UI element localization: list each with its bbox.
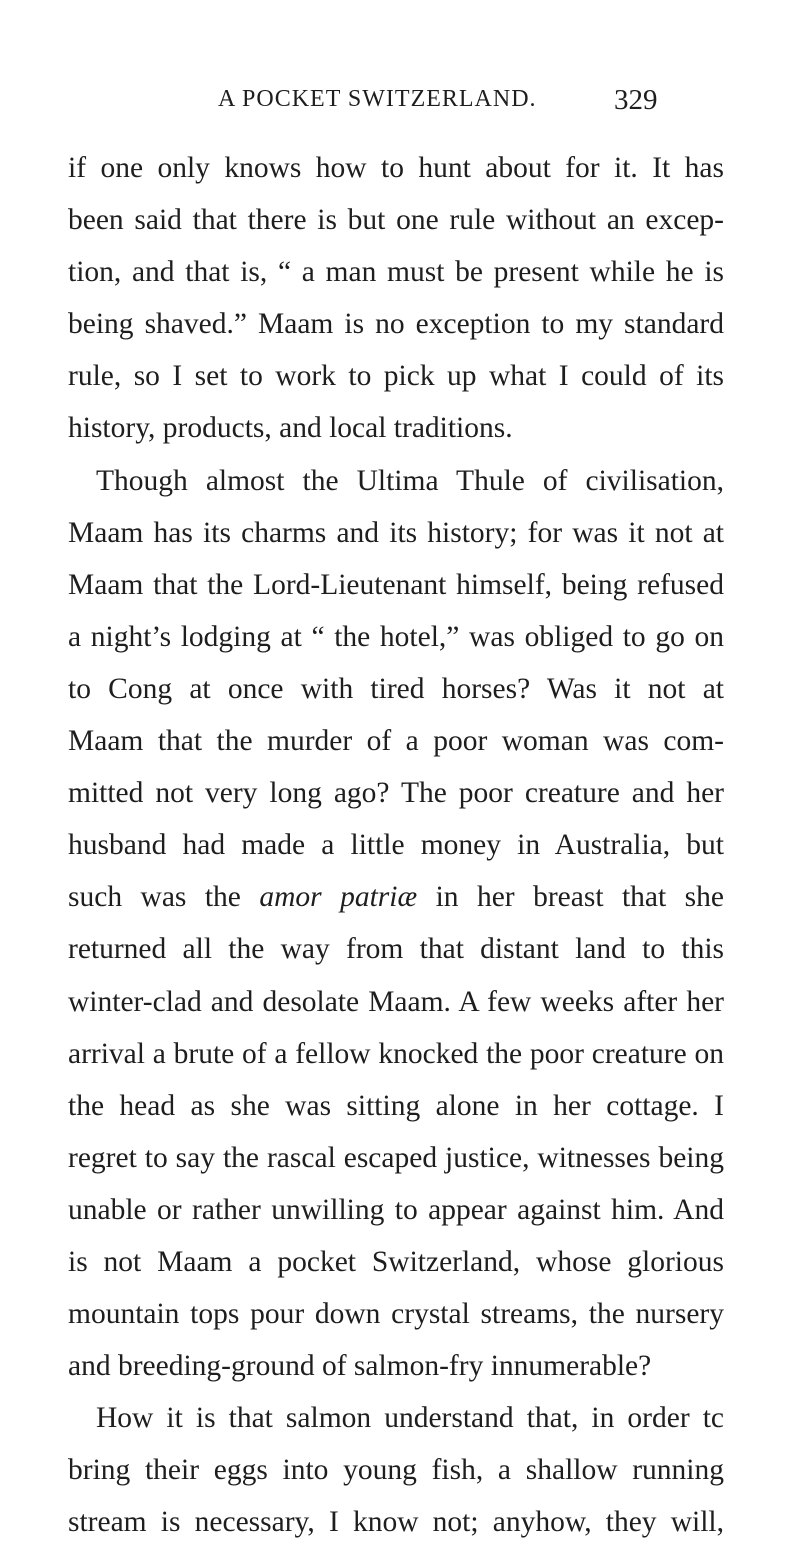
text-line: regret to say the rascal escaped justice, witnesses being (68, 1141, 724, 1174)
page-number: 329 (614, 84, 658, 116)
body-text (68, 142, 724, 1549)
text-line: bring their eggs into young fish, a shallow running (68, 1454, 724, 1487)
italic-phrase: amor patriæ (259, 881, 418, 914)
text-line: to Cong at once with tired horses? Was it not at (68, 672, 724, 705)
text-line: been said that there is but one rule without an excep- (68, 204, 724, 237)
text-line: Maam that the Lord-Lieutenant himself, being refused (68, 568, 724, 601)
text-line: being shaved.” Maam is no exception to my standard (68, 308, 724, 341)
text-line (68, 871, 724, 923)
text-line: Maam that the murder of a poor woman was com- (68, 725, 724, 758)
text-line: How it is that salmon understand that, in order tc (96, 1402, 724, 1435)
text-line: unable or rather unwilling to appear against him. And (68, 1193, 724, 1226)
text-line: Though almost the Ultima Thule of civilisation, (96, 464, 724, 497)
running-head (0, 84, 800, 124)
text-line: stream is necessary, I know not; anyhow, they will, (68, 1506, 724, 1539)
text-line: history, products, and local traditions. (68, 412, 513, 445)
text-line: arrival a brute of a fellow knocked the poor creature on (68, 1037, 724, 1070)
text-line: tion, and that is, “ a man must be present while he is (68, 256, 724, 289)
text-segment: in her breast that she (417, 881, 724, 914)
text-line: the head as she was sitting alone in her cottage. I (68, 1089, 724, 1122)
text-segment: such was the (68, 881, 260, 914)
text-line: if one only knows how to hunt about for it. It has (68, 152, 724, 184)
text-line: winter-clad and desolate Maam. A few weeks after her (68, 985, 724, 1018)
text-line: and breeding-ground of salmon-fry innumerable? (68, 1350, 652, 1383)
text-line: mitted not very long ago? The poor creature and her (68, 777, 724, 810)
text-line: is not Maam a pocket Switzerland, whose glorious (68, 1245, 724, 1278)
text-line: Maam has its charms and its history; for was it not at (68, 516, 724, 549)
text-line: a night’s lodging at “ the hotel,” was obliged to go on (68, 620, 724, 653)
text-line: rule, so I set to work to pick up what I could of its (68, 360, 724, 393)
running-title: A POCKET SWITZERLAND. (218, 86, 537, 112)
text-line: husband had made a little money in Australia, but (68, 829, 724, 862)
text-line: mountain tops pour down crystal streams, the nursery (68, 1298, 724, 1331)
text-line: returned all the way from that distant land to this (68, 933, 724, 966)
